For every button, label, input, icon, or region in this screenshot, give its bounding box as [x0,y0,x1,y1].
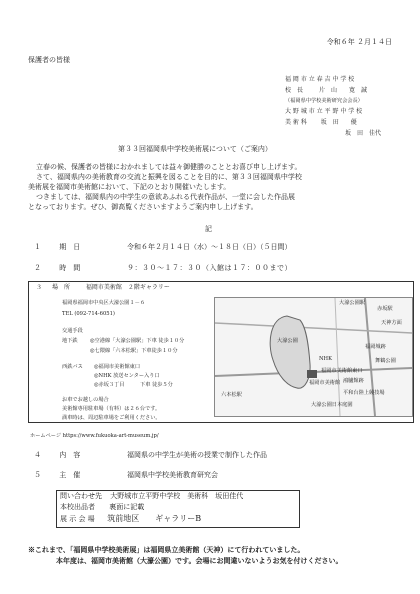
map-label-tenjin: 天神方面 [381,320,402,326]
document-title: 第３３回福岡県中学校美術展について（ご案内） [118,145,272,153]
item-number: ４ [34,451,41,459]
map-label-castle: 福岡城跡 [365,344,386,350]
host-value: 福岡県中学校美術教育研究会 [127,471,218,479]
map-label-stadium: 平和台陸上競技場 [343,390,385,396]
map-label-garden: 大濠公園日本庭園 [311,402,353,408]
item-number: ２ [34,264,41,272]
item-label: 内 容 [59,451,81,459]
recipient: 保護者の皆様 [28,56,70,64]
sender-note: （福岡県中学校美術研究会会長） [285,98,363,104]
subway-label: 地下鉄 [62,338,78,344]
place-address: 福岡県福岡市中央区大濠公園１－６ [62,300,146,306]
footer-note-1: ※これまで、「福岡県中学校美術展」は福岡県立美術館（天神）にて行われていました。 [28,545,305,554]
body-line-1: 立春の候、保護者の皆様におかれましては益々御健勝のこととお喜び申し上げます。 [36,163,302,171]
ki-heading: 記 [205,225,212,233]
item-number: ５ [34,471,41,479]
contact-label: 本校出品者 [60,503,95,511]
place-value: 福岡市美術館 ２階ギャラリー [85,284,170,291]
place-tel: TEL (092-714-6051) [62,311,115,317]
bus-label: 西鉄バス [62,364,83,370]
item-period [34,243,80,252]
contact-row [60,514,201,524]
homepage-link[interactable]: ホームページ https://www.fukuoka-art-museum.jp/ [30,433,159,439]
sender-name: 坂 田 優 [320,119,357,126]
item-time [34,264,80,273]
item-place [36,284,170,292]
map-label-maizuru: 舞鶴公園 [375,358,396,364]
item-label: 場 所 [51,284,70,291]
item-number: １ [34,243,41,251]
item-host [34,471,80,480]
parking-title: お車でお越しの場合 [62,397,109,403]
period-value: 令和６年２月１４日（水）～１８日（日）（５日間） [127,243,292,251]
access-title: 交通手段 [62,328,83,334]
item-content [34,451,80,460]
map-label-ohori: 大濠公園 [277,338,298,344]
bus-stop-2: ◎NHK 放送センター入り口 [94,373,160,379]
map-label-akasaka: 赤坂駅 [377,306,393,312]
contact-value: 裏面に記載 [109,503,145,511]
time-value: ９：３０～１７：３０（入館は１７：００まで） [127,264,292,272]
sender-role: 校 長 [285,87,304,94]
body-line-3: 美術展を福岡市美術館において、下記のとおり開催いたします。 [28,183,231,191]
access-map [214,297,413,417]
item-label: 主 催 [59,471,81,479]
contact-value: 大野城市立平野中学校 美術科 坂田佳代 [110,492,244,500]
sender-art-dept [285,119,357,127]
contact-value: 筑前地区 ギャラリーB [107,514,202,523]
museum-marker [307,370,317,378]
subway-route-2: ◎七隈線「六本松駅」下車徒歩１０分 [90,348,178,354]
body-line-2: さて、福岡県内の美術教育の交流と振興を図ることを目的に、第３３回福岡県中学校 [36,173,302,181]
contact-row [60,503,144,512]
sender-school-2: 大 野 城 市 立 平 野 中 学 校 [285,108,363,115]
subway-route-1: ◎空港線「大濠公園駅」下車 徒歩１０分 [90,338,185,344]
parking-note-2: 満車時は、周辺駐車場をご利用ください。 [62,415,161,421]
item-label: 時 間 [59,264,81,272]
footer-note-2: 本年度は、福岡市美術館（大濠公園）です。会場にお間違いないようお気を付けください。 [56,556,343,565]
parking-note-1: 美術館専用駐車場（有料）は２６台です。 [62,406,161,412]
body-line-4: つきましては、福岡県内の中学生の意欲あふれる代表作品が、一堂に会した作品展 [36,193,295,201]
sender-teacher: 坂 田 佳代 [345,130,382,137]
map-label-ropponmatsu: 六本松駅 [221,392,242,398]
sender-principal [285,87,367,95]
map-label-korokan: 鴻臚館跡 [343,378,364,384]
bus-stop-1: ◎福岡市美術館東口 [94,364,141,370]
contact-row [60,492,243,501]
item-number: ３ [36,284,43,291]
sender-role: 美 術 科 [285,119,307,126]
map-label-nhk: NHK [319,356,332,362]
sender-school-1: 福 岡 市 立 春 吉 中 学 校 [285,76,355,83]
content-value: 福岡県の中学生が美術の授業で制作した作品 [127,451,267,459]
item-label: 期 日 [59,243,81,251]
body-line-5: となっております。ぜひ、御高覧くださいますようご案内申し上げます。 [28,203,258,211]
map-label-ohori-station: 大濠公園駅 [339,300,365,306]
map-label-east-gate: 福岡市美術館東口 [321,368,363,374]
map-label-museum: 福岡市美術館 [309,380,341,386]
bus-stop-3: ◎赤坂３丁目 下車 徒歩５分 [94,382,173,388]
sender-name: 片 山 寛 誠 [318,87,367,94]
letter-date: 令和６年 ２月１４日 [326,38,392,46]
contact-label: 問い合わせ先 [60,492,102,500]
contact-label: 展 示 会 場 [60,515,95,523]
map-graphic [215,298,412,416]
